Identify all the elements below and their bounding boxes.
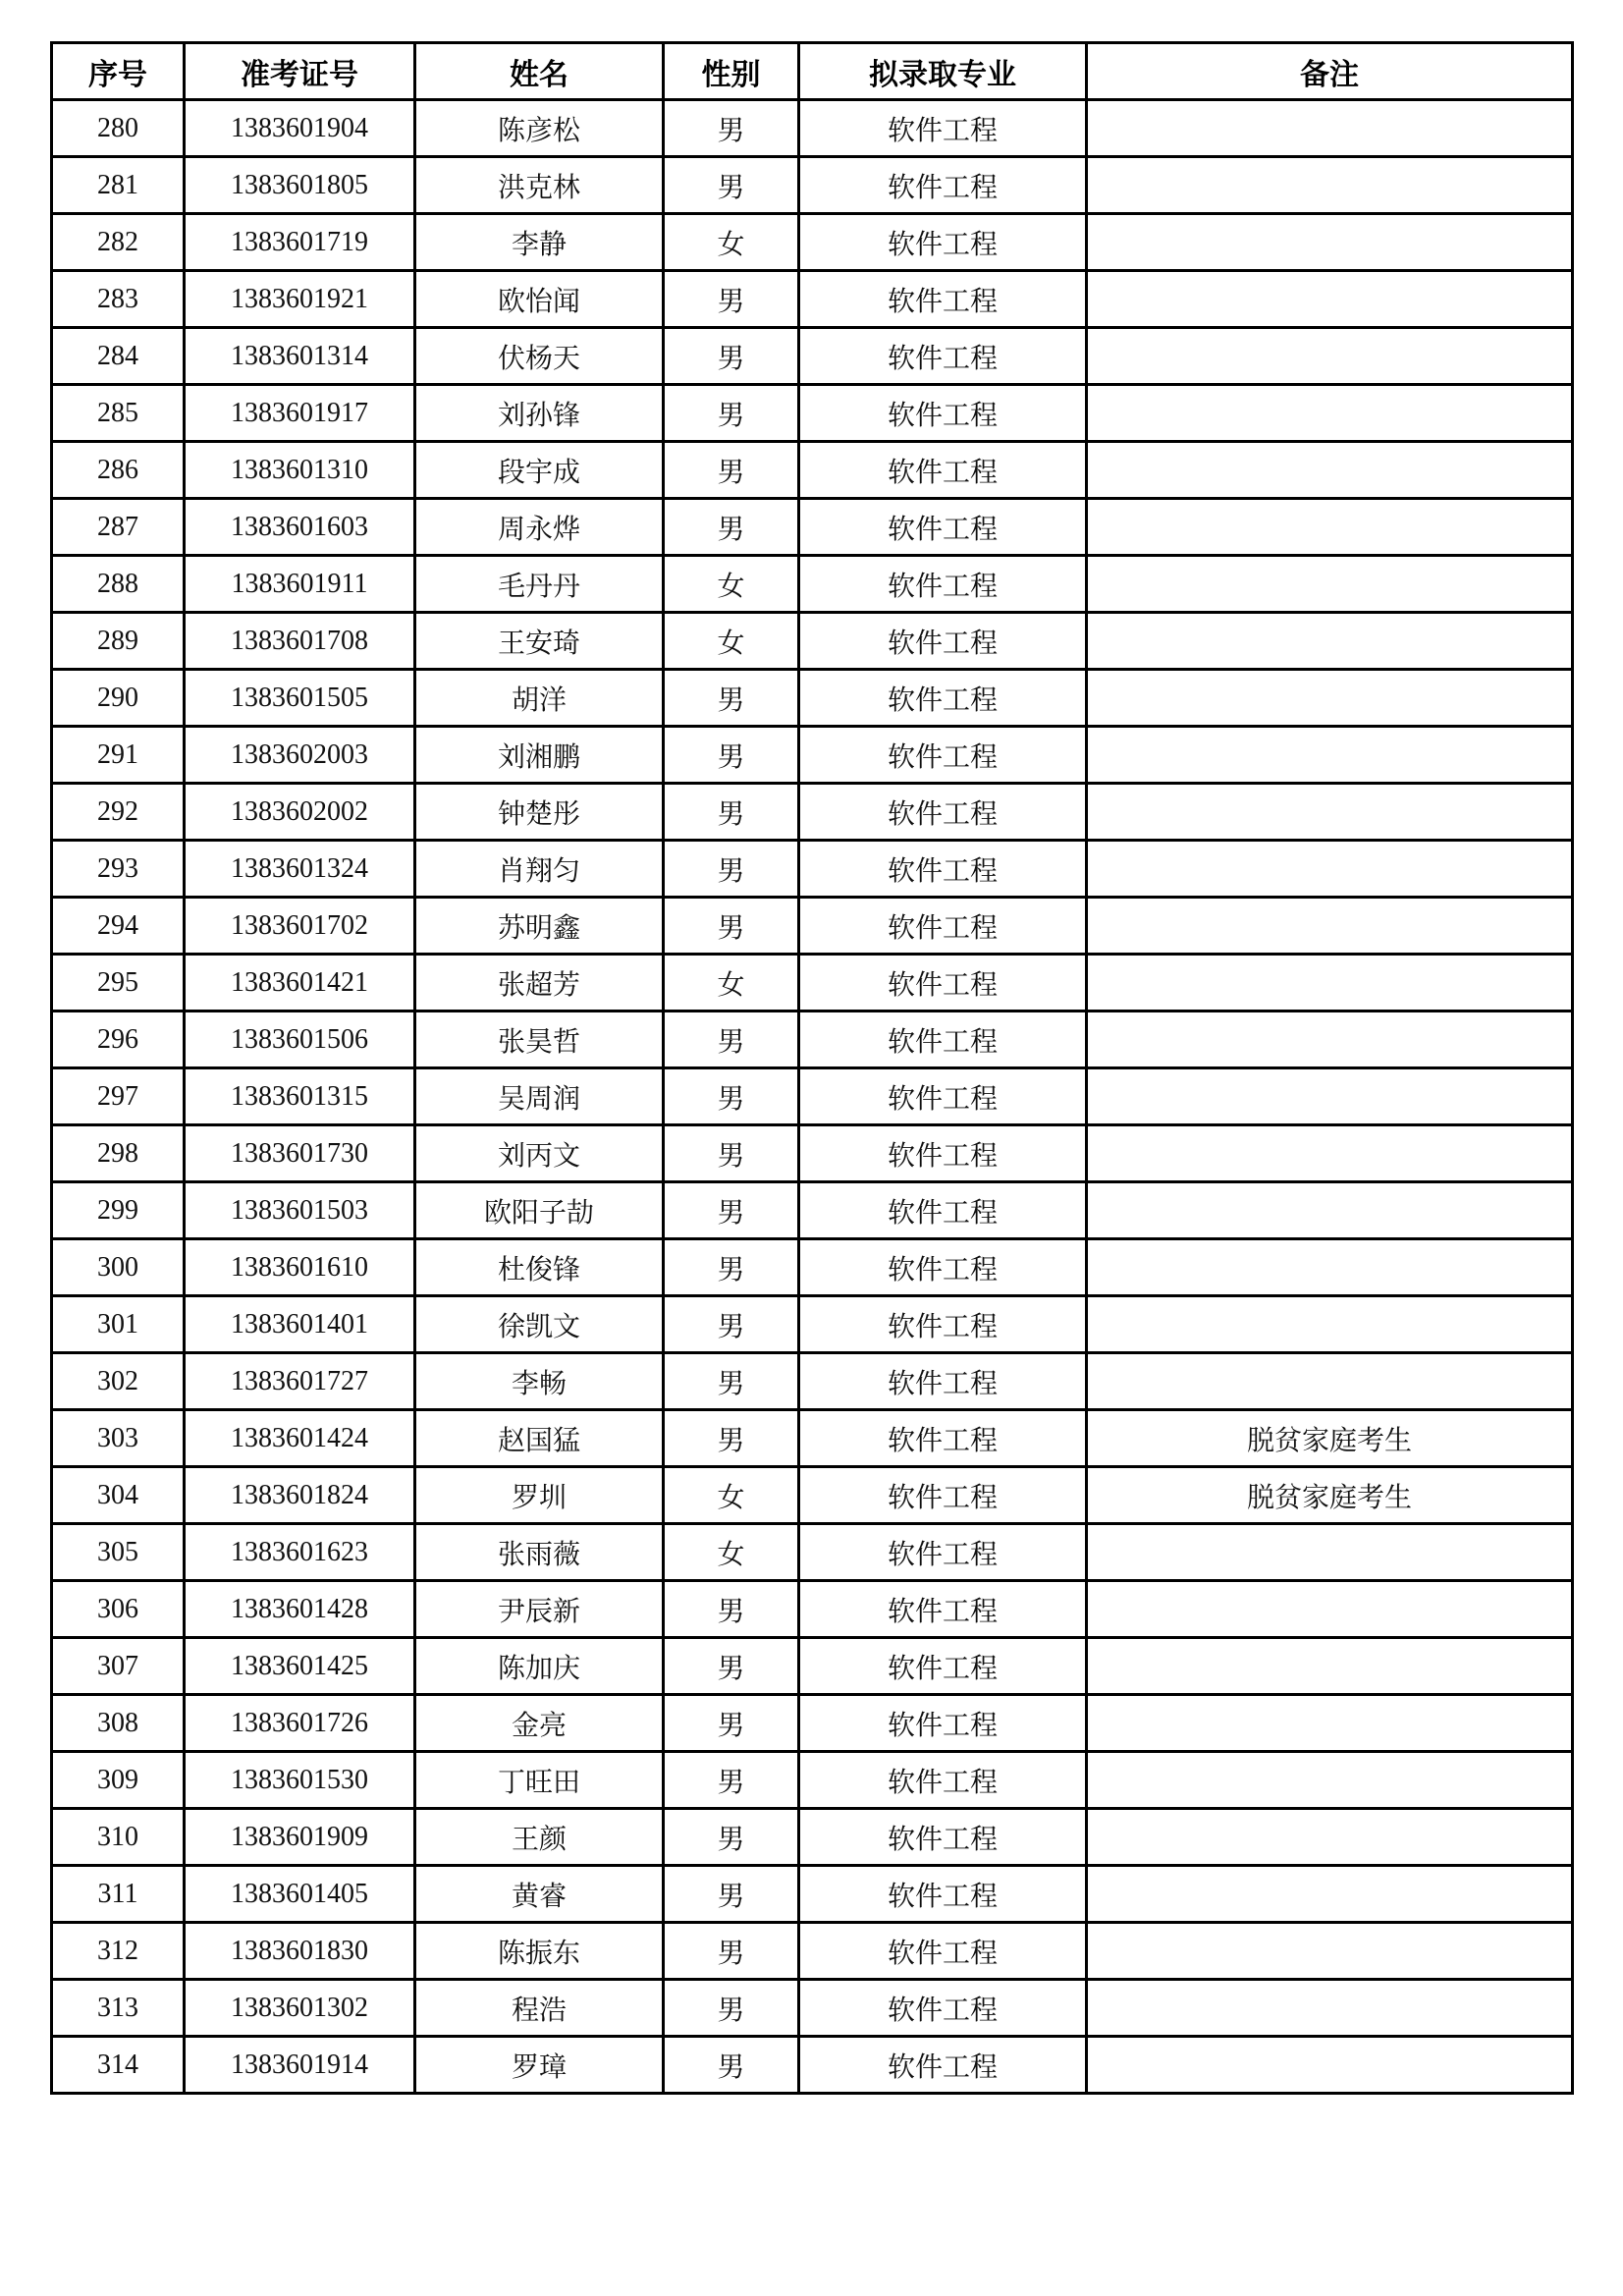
cell-name: 杜俊锋 (415, 1239, 664, 1296)
cell-major: 软件工程 (799, 1296, 1087, 1353)
cell-serial-no: 310 (52, 1809, 185, 1866)
cell-note (1087, 442, 1573, 499)
cell-serial-no: 302 (52, 1353, 185, 1410)
admission-roster-table (50, 41, 1574, 2095)
table-row (52, 1068, 1573, 1125)
cell-major: 软件工程 (799, 1125, 1087, 1182)
cell-exam-id: 1383601805 (185, 157, 415, 214)
cell-name: 洪克林 (415, 157, 664, 214)
cell-major: 软件工程 (799, 613, 1087, 670)
cell-note (1087, 556, 1573, 613)
table-row (52, 898, 1573, 955)
table-row (52, 955, 1573, 1011)
cell-name: 丁旺田 (415, 1752, 664, 1809)
cell-gender: 男 (664, 1410, 799, 1467)
cell-exam-id: 1383601503 (185, 1182, 415, 1239)
cell-gender: 女 (664, 1524, 799, 1581)
cell-note: 脱贫家庭考生 (1087, 1410, 1573, 1467)
header-major: 拟录取专业 (799, 43, 1087, 100)
header-exam-id: 准考证号 (185, 43, 415, 100)
cell-name: 李静 (415, 214, 664, 271)
cell-note (1087, 1695, 1573, 1752)
cell-name: 罗璋 (415, 2037, 664, 2094)
cell-major: 软件工程 (799, 1182, 1087, 1239)
cell-name: 王颜 (415, 1809, 664, 1866)
cell-major: 软件工程 (799, 499, 1087, 556)
cell-serial-no: 283 (52, 271, 185, 328)
header-note: 备注 (1087, 43, 1573, 100)
cell-name: 陈彦松 (415, 100, 664, 157)
cell-note (1087, 670, 1573, 727)
cell-note (1087, 100, 1573, 157)
cell-serial-no: 297 (52, 1068, 185, 1125)
cell-gender: 男 (664, 841, 799, 898)
cell-exam-id: 1383601603 (185, 499, 415, 556)
cell-gender: 男 (664, 1125, 799, 1182)
cell-major: 软件工程 (799, 670, 1087, 727)
table-row (52, 1581, 1573, 1638)
cell-exam-id: 1383602002 (185, 784, 415, 841)
cell-note (1087, 1581, 1573, 1638)
table-row (52, 385, 1573, 442)
table-row (52, 499, 1573, 556)
cell-note (1087, 1752, 1573, 1809)
cell-gender: 男 (664, 1353, 799, 1410)
cell-exam-id: 1383601726 (185, 1695, 415, 1752)
cell-gender: 男 (664, 670, 799, 727)
cell-gender: 女 (664, 214, 799, 271)
cell-gender: 男 (664, 328, 799, 385)
cell-serial-no: 300 (52, 1239, 185, 1296)
cell-note (1087, 898, 1573, 955)
table-row (52, 100, 1573, 157)
cell-note (1087, 1980, 1573, 2037)
cell-gender: 男 (664, 1923, 799, 1980)
cell-serial-no: 309 (52, 1752, 185, 1809)
cell-gender: 男 (664, 1638, 799, 1695)
cell-serial-no: 304 (52, 1467, 185, 1524)
cell-major: 软件工程 (799, 214, 1087, 271)
table-row (52, 1809, 1573, 1866)
table-row (52, 1239, 1573, 1296)
cell-name: 赵国猛 (415, 1410, 664, 1467)
cell-name: 刘丙文 (415, 1125, 664, 1182)
table-row (52, 1353, 1573, 1410)
cell-gender: 男 (664, 1182, 799, 1239)
cell-exam-id: 1383601719 (185, 214, 415, 271)
cell-name: 吴周润 (415, 1068, 664, 1125)
table-row (52, 1182, 1573, 1239)
cell-note (1087, 385, 1573, 442)
cell-name: 陈加庆 (415, 1638, 664, 1695)
table-row (52, 1980, 1573, 2037)
cell-major: 软件工程 (799, 328, 1087, 385)
cell-exam-id: 1383601405 (185, 1866, 415, 1923)
cell-major: 软件工程 (799, 2037, 1087, 2094)
table-row (52, 271, 1573, 328)
cell-exam-id: 1383601530 (185, 1752, 415, 1809)
cell-note (1087, 727, 1573, 784)
cell-gender: 女 (664, 1467, 799, 1524)
cell-exam-id: 1383601702 (185, 898, 415, 955)
cell-exam-id: 1383601324 (185, 841, 415, 898)
cell-major: 软件工程 (799, 442, 1087, 499)
cell-serial-no: 284 (52, 328, 185, 385)
cell-gender: 男 (664, 1296, 799, 1353)
cell-major: 软件工程 (799, 1353, 1087, 1410)
cell-name: 胡洋 (415, 670, 664, 727)
header-gender: 性别 (664, 43, 799, 100)
cell-note (1087, 271, 1573, 328)
cell-gender: 女 (664, 556, 799, 613)
cell-major: 软件工程 (799, 1467, 1087, 1524)
cell-serial-no: 287 (52, 499, 185, 556)
cell-exam-id: 1383601921 (185, 271, 415, 328)
cell-exam-id: 1383601623 (185, 1524, 415, 1581)
cell-serial-no: 281 (52, 157, 185, 214)
cell-serial-no: 296 (52, 1011, 185, 1068)
cell-gender: 男 (664, 271, 799, 328)
cell-gender: 男 (664, 1581, 799, 1638)
cell-serial-no: 314 (52, 2037, 185, 2094)
cell-major: 软件工程 (799, 727, 1087, 784)
cell-name: 欧阳子劼 (415, 1182, 664, 1239)
cell-exam-id: 1383601425 (185, 1638, 415, 1695)
cell-major: 软件工程 (799, 1695, 1087, 1752)
cell-major: 软件工程 (799, 100, 1087, 157)
cell-name: 程浩 (415, 1980, 664, 2037)
cell-gender: 女 (664, 955, 799, 1011)
cell-serial-no: 312 (52, 1923, 185, 1980)
cell-exam-id: 1383601904 (185, 100, 415, 157)
cell-note (1087, 1638, 1573, 1695)
cell-note (1087, 613, 1573, 670)
table-row (52, 214, 1573, 271)
cell-note (1087, 1182, 1573, 1239)
cell-note (1087, 784, 1573, 841)
cell-major: 软件工程 (799, 1239, 1087, 1296)
table-row (52, 328, 1573, 385)
cell-exam-id: 1383601708 (185, 613, 415, 670)
cell-gender: 男 (664, 1695, 799, 1752)
table-row (52, 1296, 1573, 1353)
cell-note (1087, 1125, 1573, 1182)
table-row (52, 442, 1573, 499)
cell-exam-id: 1383601914 (185, 2037, 415, 2094)
cell-serial-no: 282 (52, 214, 185, 271)
cell-name: 张超芳 (415, 955, 664, 1011)
cell-note (1087, 1866, 1573, 1923)
cell-major: 软件工程 (799, 1410, 1087, 1467)
cell-gender: 男 (664, 1239, 799, 1296)
cell-name: 金亮 (415, 1695, 664, 1752)
table-row (52, 670, 1573, 727)
table-body (52, 100, 1573, 2094)
cell-gender: 男 (664, 100, 799, 157)
cell-name: 张雨薇 (415, 1524, 664, 1581)
cell-exam-id: 1383601909 (185, 1809, 415, 1866)
cell-exam-id: 1383601610 (185, 1239, 415, 1296)
cell-exam-id: 1383601730 (185, 1125, 415, 1182)
cell-gender: 男 (664, 1866, 799, 1923)
cell-note (1087, 1353, 1573, 1410)
cell-name: 伏杨天 (415, 328, 664, 385)
header-serial-no: 序号 (52, 43, 185, 100)
table-row (52, 727, 1573, 784)
table-row (52, 1752, 1573, 1809)
cell-serial-no: 313 (52, 1980, 185, 2037)
cell-note (1087, 1296, 1573, 1353)
cell-serial-no: 301 (52, 1296, 185, 1353)
cell-serial-no: 292 (52, 784, 185, 841)
cell-gender: 男 (664, 898, 799, 955)
cell-exam-id: 1383601911 (185, 556, 415, 613)
cell-major: 软件工程 (799, 1809, 1087, 1866)
cell-gender: 男 (664, 1980, 799, 2037)
cell-note (1087, 214, 1573, 271)
cell-exam-id: 1383601824 (185, 1467, 415, 1524)
cell-serial-no: 286 (52, 442, 185, 499)
cell-serial-no: 307 (52, 1638, 185, 1695)
cell-major: 软件工程 (799, 1068, 1087, 1125)
cell-major: 软件工程 (799, 1011, 1087, 1068)
table-row (52, 1410, 1573, 1467)
cell-exam-id: 1383601428 (185, 1581, 415, 1638)
cell-major: 软件工程 (799, 556, 1087, 613)
cell-major: 软件工程 (799, 1980, 1087, 2037)
cell-gender: 男 (664, 499, 799, 556)
cell-gender: 男 (664, 1752, 799, 1809)
cell-note (1087, 1011, 1573, 1068)
cell-name: 欧怡闻 (415, 271, 664, 328)
cell-gender: 男 (664, 784, 799, 841)
cell-serial-no: 293 (52, 841, 185, 898)
cell-exam-id: 1383601424 (185, 1410, 415, 1467)
cell-serial-no: 289 (52, 613, 185, 670)
cell-gender: 男 (664, 2037, 799, 2094)
cell-note (1087, 499, 1573, 556)
cell-note (1087, 1068, 1573, 1125)
cell-note: 脱贫家庭考生 (1087, 1467, 1573, 1524)
header-name: 姓名 (415, 43, 664, 100)
cell-serial-no: 303 (52, 1410, 185, 1467)
cell-major: 软件工程 (799, 157, 1087, 214)
cell-serial-no: 308 (52, 1695, 185, 1752)
table-row (52, 1638, 1573, 1695)
cell-serial-no: 288 (52, 556, 185, 613)
cell-note (1087, 1923, 1573, 1980)
cell-serial-no: 305 (52, 1524, 185, 1581)
cell-name: 钟楚彤 (415, 784, 664, 841)
table-row (52, 1923, 1573, 1980)
table-row (52, 1467, 1573, 1524)
cell-serial-no: 299 (52, 1182, 185, 1239)
cell-name: 周永烨 (415, 499, 664, 556)
cell-name: 苏明鑫 (415, 898, 664, 955)
cell-major: 软件工程 (799, 784, 1087, 841)
cell-serial-no: 294 (52, 898, 185, 955)
cell-exam-id: 1383601314 (185, 328, 415, 385)
table-row (52, 784, 1573, 841)
cell-major: 软件工程 (799, 1866, 1087, 1923)
cell-serial-no: 298 (52, 1125, 185, 1182)
cell-note (1087, 1809, 1573, 1866)
cell-major: 软件工程 (799, 1638, 1087, 1695)
cell-serial-no: 291 (52, 727, 185, 784)
table-header-row (52, 43, 1573, 100)
table-row (52, 1011, 1573, 1068)
table-row (52, 1125, 1573, 1182)
cell-serial-no: 306 (52, 1581, 185, 1638)
cell-name: 罗圳 (415, 1467, 664, 1524)
cell-major: 软件工程 (799, 955, 1087, 1011)
cell-note (1087, 1524, 1573, 1581)
cell-major: 软件工程 (799, 1752, 1087, 1809)
cell-major: 软件工程 (799, 898, 1087, 955)
cell-major: 软件工程 (799, 271, 1087, 328)
cell-gender: 男 (664, 1809, 799, 1866)
cell-name: 陈振东 (415, 1923, 664, 1980)
cell-note (1087, 157, 1573, 214)
cell-gender: 男 (664, 1011, 799, 1068)
cell-note (1087, 2037, 1573, 2094)
table-row (52, 2037, 1573, 2094)
cell-note (1087, 1239, 1573, 1296)
cell-serial-no: 285 (52, 385, 185, 442)
cell-note (1087, 328, 1573, 385)
cell-name: 李畅 (415, 1353, 664, 1410)
cell-major: 软件工程 (799, 841, 1087, 898)
cell-exam-id: 1383601315 (185, 1068, 415, 1125)
table-row (52, 1524, 1573, 1581)
cell-gender: 男 (664, 442, 799, 499)
cell-exam-id: 1383602003 (185, 727, 415, 784)
cell-name: 刘孙锋 (415, 385, 664, 442)
cell-major: 软件工程 (799, 1524, 1087, 1581)
cell-name: 黄睿 (415, 1866, 664, 1923)
table-row (52, 1866, 1573, 1923)
cell-exam-id: 1383601401 (185, 1296, 415, 1353)
cell-serial-no: 280 (52, 100, 185, 157)
cell-name: 徐凯文 (415, 1296, 664, 1353)
cell-gender: 男 (664, 157, 799, 214)
cell-note (1087, 955, 1573, 1011)
cell-exam-id: 1383601506 (185, 1011, 415, 1068)
cell-gender: 男 (664, 385, 799, 442)
cell-note (1087, 841, 1573, 898)
cell-name: 张昊哲 (415, 1011, 664, 1068)
cell-exam-id: 1383601421 (185, 955, 415, 1011)
cell-name: 段宇成 (415, 442, 664, 499)
cell-serial-no: 311 (52, 1866, 185, 1923)
cell-name: 毛丹丹 (415, 556, 664, 613)
table-row (52, 556, 1573, 613)
cell-serial-no: 295 (52, 955, 185, 1011)
cell-name: 王安琦 (415, 613, 664, 670)
cell-major: 软件工程 (799, 1581, 1087, 1638)
cell-exam-id: 1383601830 (185, 1923, 415, 1980)
cell-exam-id: 1383601917 (185, 385, 415, 442)
cell-exam-id: 1383601302 (185, 1980, 415, 2037)
cell-major: 软件工程 (799, 385, 1087, 442)
table-row (52, 1695, 1573, 1752)
cell-name: 肖翔匀 (415, 841, 664, 898)
cell-name: 刘湘鹏 (415, 727, 664, 784)
cell-exam-id: 1383601310 (185, 442, 415, 499)
cell-name: 尹辰新 (415, 1581, 664, 1638)
table-row (52, 157, 1573, 214)
cell-exam-id: 1383601727 (185, 1353, 415, 1410)
cell-serial-no: 290 (52, 670, 185, 727)
cell-exam-id: 1383601505 (185, 670, 415, 727)
cell-gender: 男 (664, 1068, 799, 1125)
cell-gender: 女 (664, 613, 799, 670)
cell-major: 软件工程 (799, 1923, 1087, 1980)
table-row (52, 613, 1573, 670)
cell-gender: 男 (664, 727, 799, 784)
table-row (52, 841, 1573, 898)
